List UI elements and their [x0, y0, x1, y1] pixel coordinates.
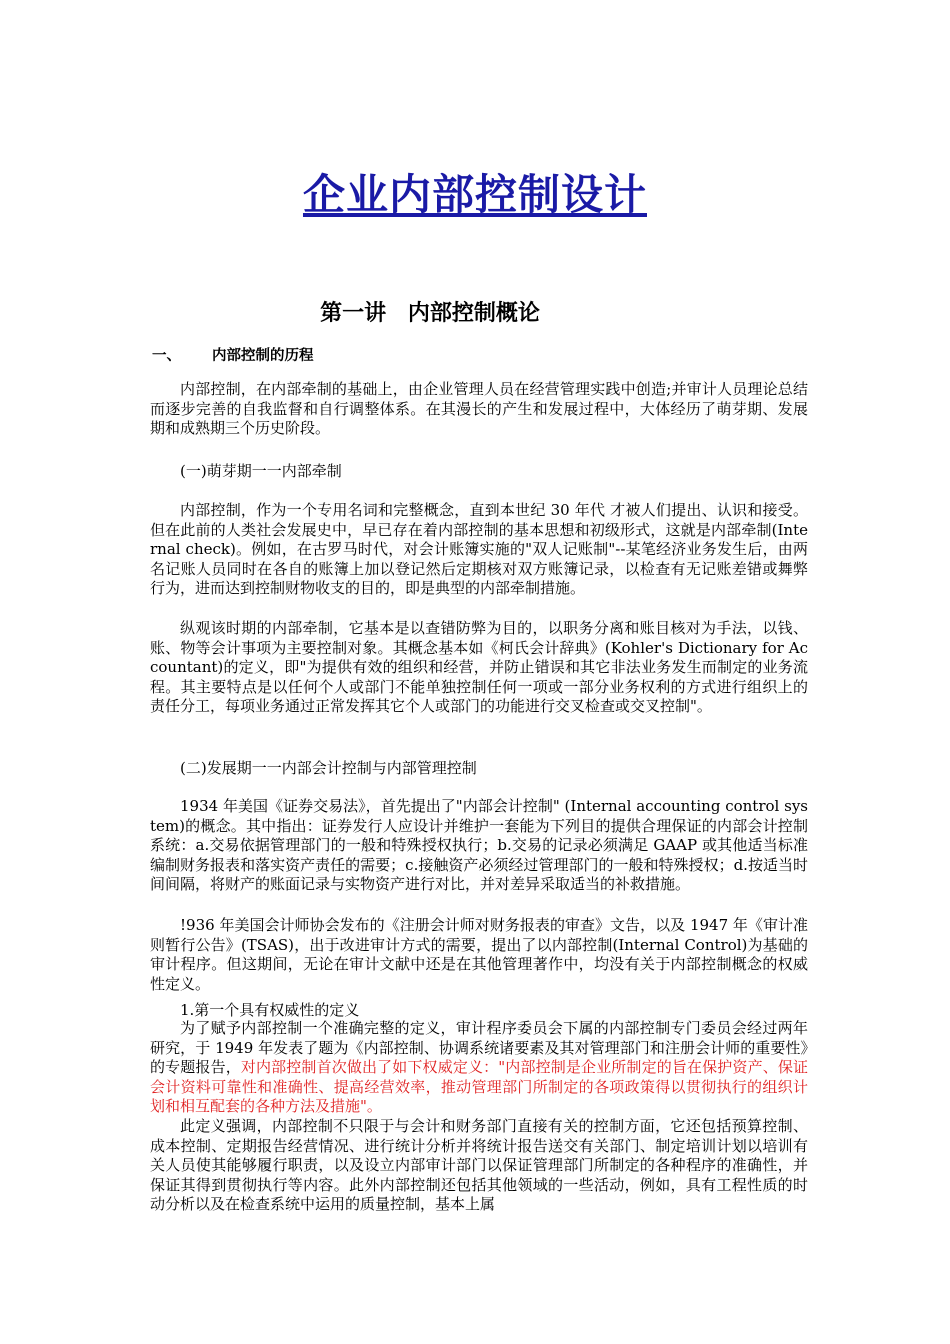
section-heading [152, 344, 314, 365]
paragraph-kohler-definition: 纵观该时期的内部牵制，它基本是以查错防弊为目的，以职务分离和账目核对为手法，以钱、账、物等会计事项为主要控制对象。其概念基本如《柯氏会计辞典》(Kohler's Dictionary for Accountant)的定义，即"为提供有效的组织和经营，并防止错误和其它非法业务发生而制定的业务流程。其主要特点是以任何个人或部门不能单独控制任何一项或一部分业务权利的方式进行组织上的责任分工，每项业务通过正常发挥其它个人或部门的功能进行交叉检查或交叉控制"。 [150, 619, 808, 716]
paragraph-internal-check: 内部控制，作为一个专用名词和完整概念，直到本世纪 30 年代 才被人们提出、认识和接受。但在此前的人类社会发展史中，早已存在着内部控制的基本思想和初级形式，这就是内部牵制(Internal check)。例如，在古罗马时代，对会计账簿实施的"双人记账制"--某笔经济业务发生后，由两名记账人员同时在各自的账簿上加以登记然后定期核对双方账簿记录，以检查有无记账差错或舞弊行为，进而达到控制财物收支的目的，即是典型的内部牵制措施。 [150, 501, 808, 598]
paragraph-1949-report-text: 为了赋予内部控制一个准确完整的定义，审计程序委员会下属的内部控制专门委员会经过两年研究，于 1949 年发表了题为《内部控制、协调系统诸要素及其对管理部门和注册会计师的重要性》的专题报告， [150, 1019, 808, 1077]
subheading-sprout-period: (一)萌芽期一一内部牵制 [180, 462, 342, 480]
paragraph-1949-report [150, 1019, 808, 1117]
paragraph-securities-act: 1934 年美国《证券交易法》，首先提出了"内部会计控制" (Internal accounting control system)的概念。其中指出：证券发行人应设计并维护一套能为下列目的提供合理保证的内部会计控制系统：a.交易依据管理部门的一般和特殊授权执行；b.交易的记录必须满足 GAAP 或其他适当标准编制财务报表和落实资产责任的需要；c.接触资产必须经过管理部门的一般和特殊授权；d.按适当时间间隔，将财产的账面记录与实物资产进行对比，并对差异采取适当的补救措施。 [150, 797, 808, 894]
subheading-development-period: (二)发展期一一内部会计控制与内部管理控制 [180, 759, 477, 777]
section-number: 一、 [152, 348, 181, 364]
section-heading-text: 内部控制的历程 [212, 348, 314, 364]
document-title: 企业内部控制设计 [302, 170, 647, 219]
paragraph-intro: 内部控制，在内部牵制的基础上，由企业管理人员在经营管理实践中创造;并审计人员理论总结而逐步完善的自我监督和自行调整体系。在其漫长的产生和发展过程中，大体经历了萌芽期、发展期和成熟期三个历史阶段。 [150, 380, 808, 438]
highlighted-definition: 对内部控制首次做出了如下权威定义："内部控制是企业所制定的旨在保护资产、保证会计资料可靠性和准确性、提高经营效率，推动管理部门所制定的各项政策得以贯彻执行的组织计划和相互配套的各种方法及措施"。 [150, 1058, 808, 1116]
paragraph-definition-emphasis: 此定义强调，内部控制不只限于与会计和财务部门直接有关的控制方面，它还包括预算控制、成本控制、定期报告经营情况、进行统计分析并将统计报告送交有关部门、制定培训计划以培训有关人员使其能够履行职责，以及设立内部审计部门以保证管理部门所制定的各种程序的准确性，并保证其得到贯彻执行等内容。此外内部控制还包括其他领域的一些活动，例如，具有工程性质的时动分析以及在检查系统中运用的质量控制，基本上属 [150, 1117, 808, 1214]
subheading-first-definition: 1.第一个具有权威性的定义 [180, 1001, 360, 1019]
lecture-title: 第一讲 内部控制概论 [320, 301, 540, 326]
paragraph-aicpa-1936: !936 年美国会计师协会发布的《注册会计师对财务报表的审查》文告，以及 1947 年《审计准则暂行公告》(TSAS)，出于改进审计方式的需要，提出了以内部控制(Internal Control)为基础的审计程序。但这期间，无论在审计文献中还是在其他管理著作中，均没有关于内部控制概念的权威性定义。 [150, 916, 808, 993]
